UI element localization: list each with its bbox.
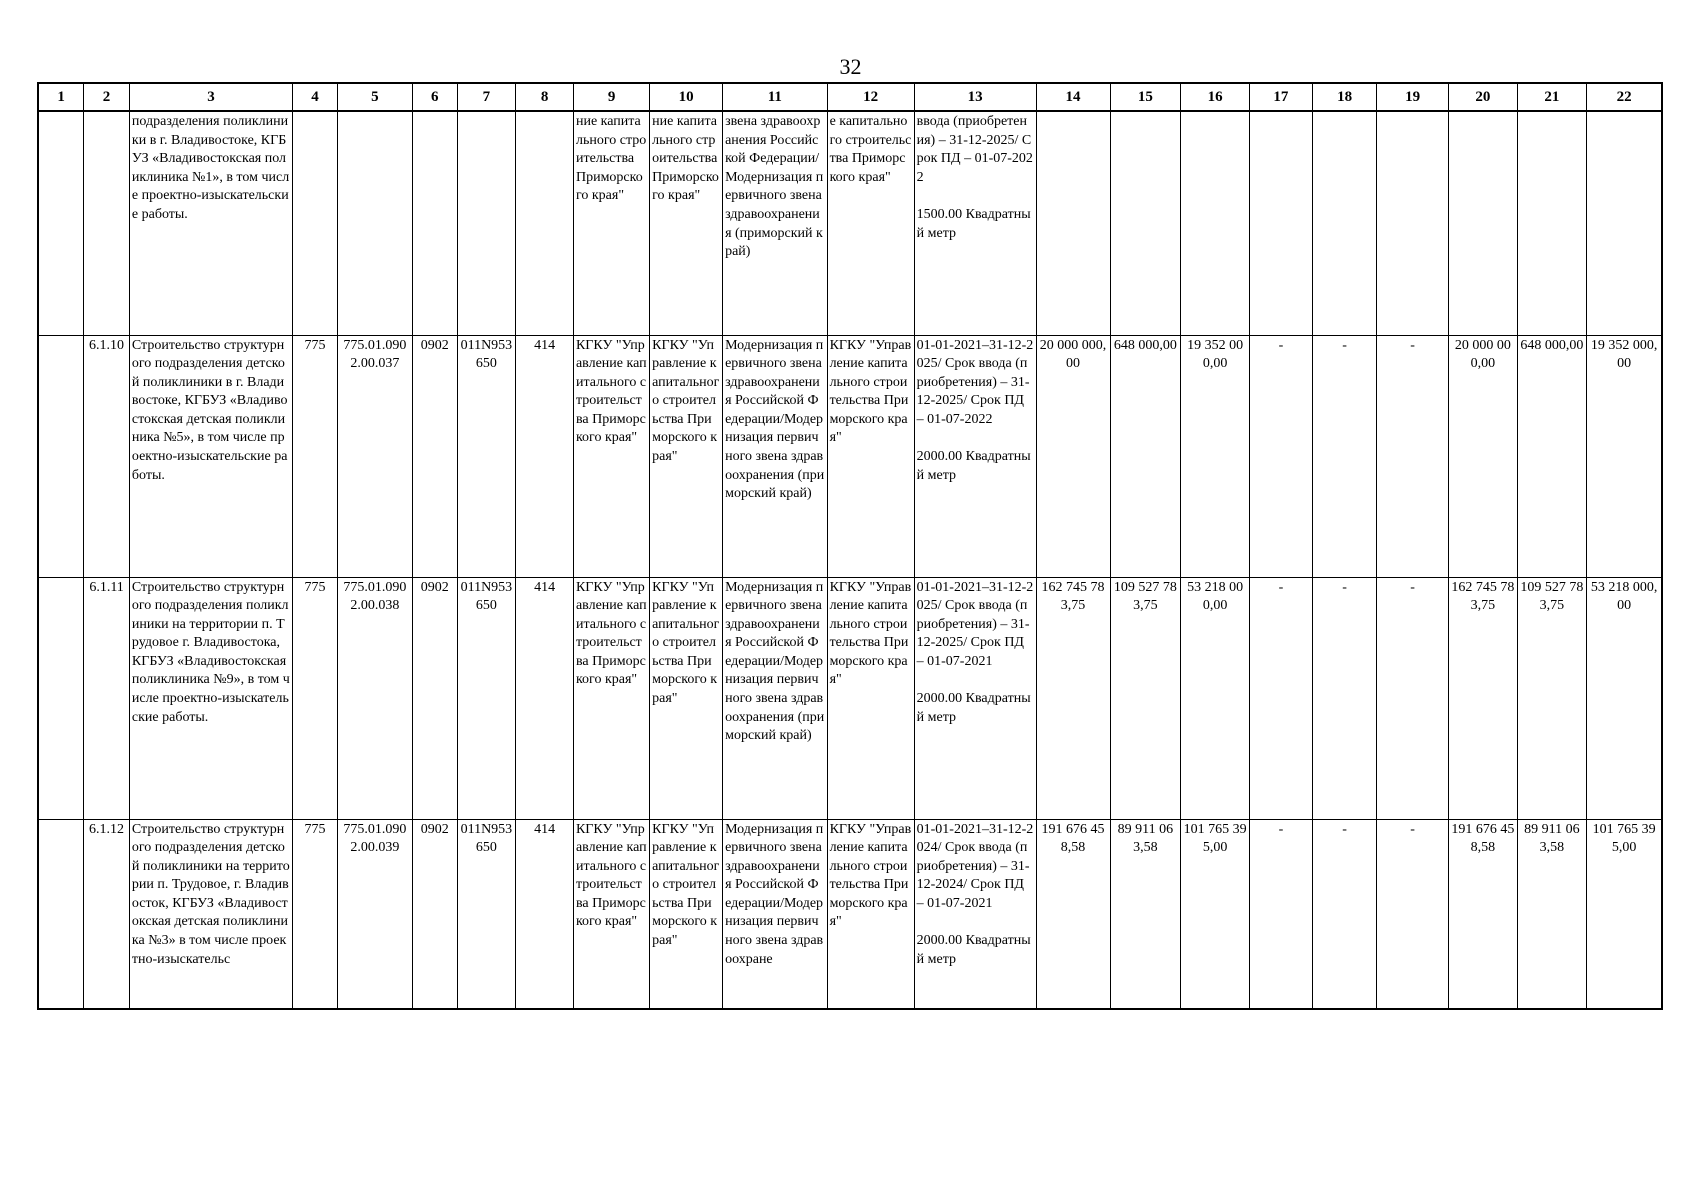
cell-col-5: [337, 111, 412, 335]
developer: КГКУ "Управление капитального строительства Приморского края": [650, 577, 723, 819]
amount-col-15: [1110, 111, 1181, 335]
cell-col-5: 775.01.0902.00.037: [337, 335, 412, 577]
amount-col-16: [1181, 111, 1250, 335]
header-cell: 17: [1249, 83, 1312, 111]
amount-col-22: 101 765 395,00: [1587, 819, 1662, 1009]
cell-col-18: [1312, 111, 1376, 335]
cell-col-6: [412, 111, 457, 335]
customer: КГКУ "Управление капитального строительства Приморского края": [573, 819, 649, 1009]
project-name: звена здравоохранения Российской Федерации/Модернизация первичного звена здравоохранения (приморский край): [723, 111, 827, 335]
cell-col-17: [1249, 111, 1312, 335]
amount-col-16: 101 765 395,00: [1181, 819, 1250, 1009]
customer: КГКУ "Управление капитального строительства Приморского края": [573, 335, 649, 577]
cell-col-5: 775.01.0902.00.038: [337, 577, 412, 819]
amount-col-16: 53 218 000,00: [1181, 577, 1250, 819]
header-cell: 11: [723, 83, 827, 111]
amount-col-22: 53 218 000,00: [1587, 577, 1662, 819]
cell-col-19: -: [1377, 577, 1449, 819]
cell-col-1: [38, 335, 84, 577]
cell-col-17: -: [1249, 335, 1312, 577]
amount-col-22: [1587, 111, 1662, 335]
developer: КГКУ "Управление капитального строительства Приморского края": [650, 819, 723, 1009]
dates-capacity: ввода (приобретения) – 31-12-2025/ Срок ПД – 01-07-2022 1500.00 Квадратный метр: [914, 111, 1036, 335]
object-name: Строительство структурного подразделения детской поликлиники в г. Владивостоке, КГБУЗ «Владивостокская детская поликлиника №5», в том числе проектно-изыскательские работы.: [129, 335, 292, 577]
cell-col-7: 011N953650: [457, 335, 516, 577]
row-number: 6.1.11: [84, 577, 130, 819]
cell-col-18: -: [1312, 819, 1376, 1009]
cell-col-6: 0902: [412, 819, 457, 1009]
page-number: 32: [839, 54, 862, 79]
amount-col-15: 648 000,00: [1110, 335, 1181, 577]
developer: КГКУ "Управление капитального строительства Приморского края": [650, 335, 723, 577]
row-number: 6.1.10: [84, 335, 130, 577]
header-cell: 15: [1110, 83, 1181, 111]
agency: е капитального строительства Приморского края": [827, 111, 914, 335]
amount-col-15: 109 527 783,75: [1110, 577, 1181, 819]
header-cell: 4: [293, 83, 338, 111]
table-row: [38, 335, 1662, 577]
header-cell: 3: [129, 83, 292, 111]
project-name: Модернизация первичного звена здравоохранения Российской Федерации/Модернизация первичного звена здравоохранения (приморский край): [723, 577, 827, 819]
cell-col-8: [516, 111, 574, 335]
amount-col-20: [1449, 111, 1518, 335]
developer: ние капитального строительства Приморского края": [650, 111, 723, 335]
header-cell: 20: [1449, 83, 1518, 111]
amount-col-21: 109 527 783,75: [1517, 577, 1587, 819]
header-cell: 2: [84, 83, 130, 111]
amount-col-21: 89 911 063,58: [1517, 819, 1587, 1009]
agency: КГКУ "Управление капитального строительства Приморского края": [827, 819, 914, 1009]
amount-total: 191 676 458,58: [1036, 819, 1110, 1009]
dates-capacity: 01-01-2021–31-12-2024/ Срок ввода (приобретения) – 31-12-2024/ Срок ПД – 01-07-2021 2000.00 Квадратный метр: [914, 819, 1036, 1009]
header-cell: 19: [1377, 83, 1449, 111]
cell-col-18: -: [1312, 577, 1376, 819]
cell-col-19: -: [1377, 335, 1449, 577]
dates-capacity: 01-01-2021–31-12-2025/ Срок ввода (приобретения) – 31-12-2025/ Срок ПД – 01-07-2022 2000.00 Квадратный метр: [914, 335, 1036, 577]
cell-col-17: -: [1249, 577, 1312, 819]
object-name: Строительство структурного подразделения детской поликлиники на территории п. Трудовое, г. Владивосток, КГБУЗ «Владивостокская детская поликлиника №3» в том числе проектно-изыскательс: [129, 819, 292, 1009]
data-table: [37, 82, 1663, 1010]
header-cell: 5: [337, 83, 412, 111]
cell-col-6: 0902: [412, 577, 457, 819]
cell-col-4: [293, 111, 338, 335]
project-name: Модернизация первичного звена здравоохранения Российской Федерации/Модернизация первичного звена здравоохранения (приморский край): [723, 335, 827, 577]
row-number: 6.1.12: [84, 819, 130, 1009]
cell-col-7: [457, 111, 516, 335]
header-cell: 1: [38, 83, 84, 111]
table-row: [38, 111, 1662, 335]
amount-col-20: 191 676 458,58: [1449, 819, 1518, 1009]
agency: КГКУ "Управление капитального строительства Приморского края": [827, 577, 914, 819]
cell-col-17: -: [1249, 819, 1312, 1009]
cell-col-7: 011N953650: [457, 577, 516, 819]
header-cell: 12: [827, 83, 914, 111]
cell-col-4: 775: [293, 577, 338, 819]
amount-col-21: 648 000,00: [1517, 335, 1587, 577]
header-cell: 16: [1181, 83, 1250, 111]
agency: КГКУ "Управление капитального строительства Приморского края": [827, 335, 914, 577]
dates-capacity: 01-01-2021–31-12-2025/ Срок ввода (приобретения) – 31-12-2025/ Срок ПД – 01-07-2021 2000.00 Квадратный метр: [914, 577, 1036, 819]
header-cell: 9: [573, 83, 649, 111]
amount-total: 20 000 000,00: [1036, 335, 1110, 577]
header-cell: 7: [457, 83, 516, 111]
table-row: [38, 819, 1662, 1009]
header-cell: 13: [914, 83, 1036, 111]
amount-total: [1036, 111, 1110, 335]
cell-col-19: [1377, 111, 1449, 335]
cell-col-19: -: [1377, 819, 1449, 1009]
amount-col-20: 162 745 783,75: [1449, 577, 1518, 819]
header-cell: 18: [1312, 83, 1376, 111]
amount-col-22: 19 352 000,00: [1587, 335, 1662, 577]
amount-col-21: [1517, 111, 1587, 335]
header-cell: 8: [516, 83, 574, 111]
header-cell: 21: [1517, 83, 1587, 111]
cell-col-5: 775.01.0902.00.039: [337, 819, 412, 1009]
amount-total: 162 745 783,75: [1036, 577, 1110, 819]
cell-col-4: 775: [293, 819, 338, 1009]
project-name: Модернизация первичного звена здравоохранения Российской Федерации/Модернизация первичного звена здравоохране: [723, 819, 827, 1009]
cell-col-8: 414: [516, 577, 574, 819]
header-cell: 14: [1036, 83, 1110, 111]
cell-col-1: [38, 819, 84, 1009]
header-cell: 22: [1587, 83, 1662, 111]
cell-col-4: 775: [293, 335, 338, 577]
customer: КГКУ "Управление капитального строительства Приморского края": [573, 577, 649, 819]
amount-col-15: 89 911 063,58: [1110, 819, 1181, 1009]
amount-col-16: 19 352 000,00: [1181, 335, 1250, 577]
header-row: [38, 83, 1662, 111]
customer: ние капитального строительства Приморского края": [573, 111, 649, 335]
amount-col-20: 20 000 000,00: [1449, 335, 1518, 577]
cell-col-8: 414: [516, 819, 574, 1009]
header-cell: 6: [412, 83, 457, 111]
cell-col-6: 0902: [412, 335, 457, 577]
cell-col-7: 011N953650: [457, 819, 516, 1009]
row-number: [84, 111, 130, 335]
header-cell: 10: [650, 83, 723, 111]
object-name: подразделения поликлиники в г. Владивостоке, КГБУЗ «Владивостокская поликлиника №1», в том числе проектно-изыскательские работы.: [129, 111, 292, 335]
table-row: [38, 577, 1662, 819]
cell-col-1: [38, 111, 84, 335]
cell-col-8: 414: [516, 335, 574, 577]
cell-col-18: -: [1312, 335, 1376, 577]
cell-col-1: [38, 577, 84, 819]
object-name: Строительство структурного подразделения поликлиники на территории п. Трудовое г. Владивостока, КГБУЗ «Владивостокская поликлиника №9», в том числе проектно-изыскательские работы.: [129, 577, 292, 819]
